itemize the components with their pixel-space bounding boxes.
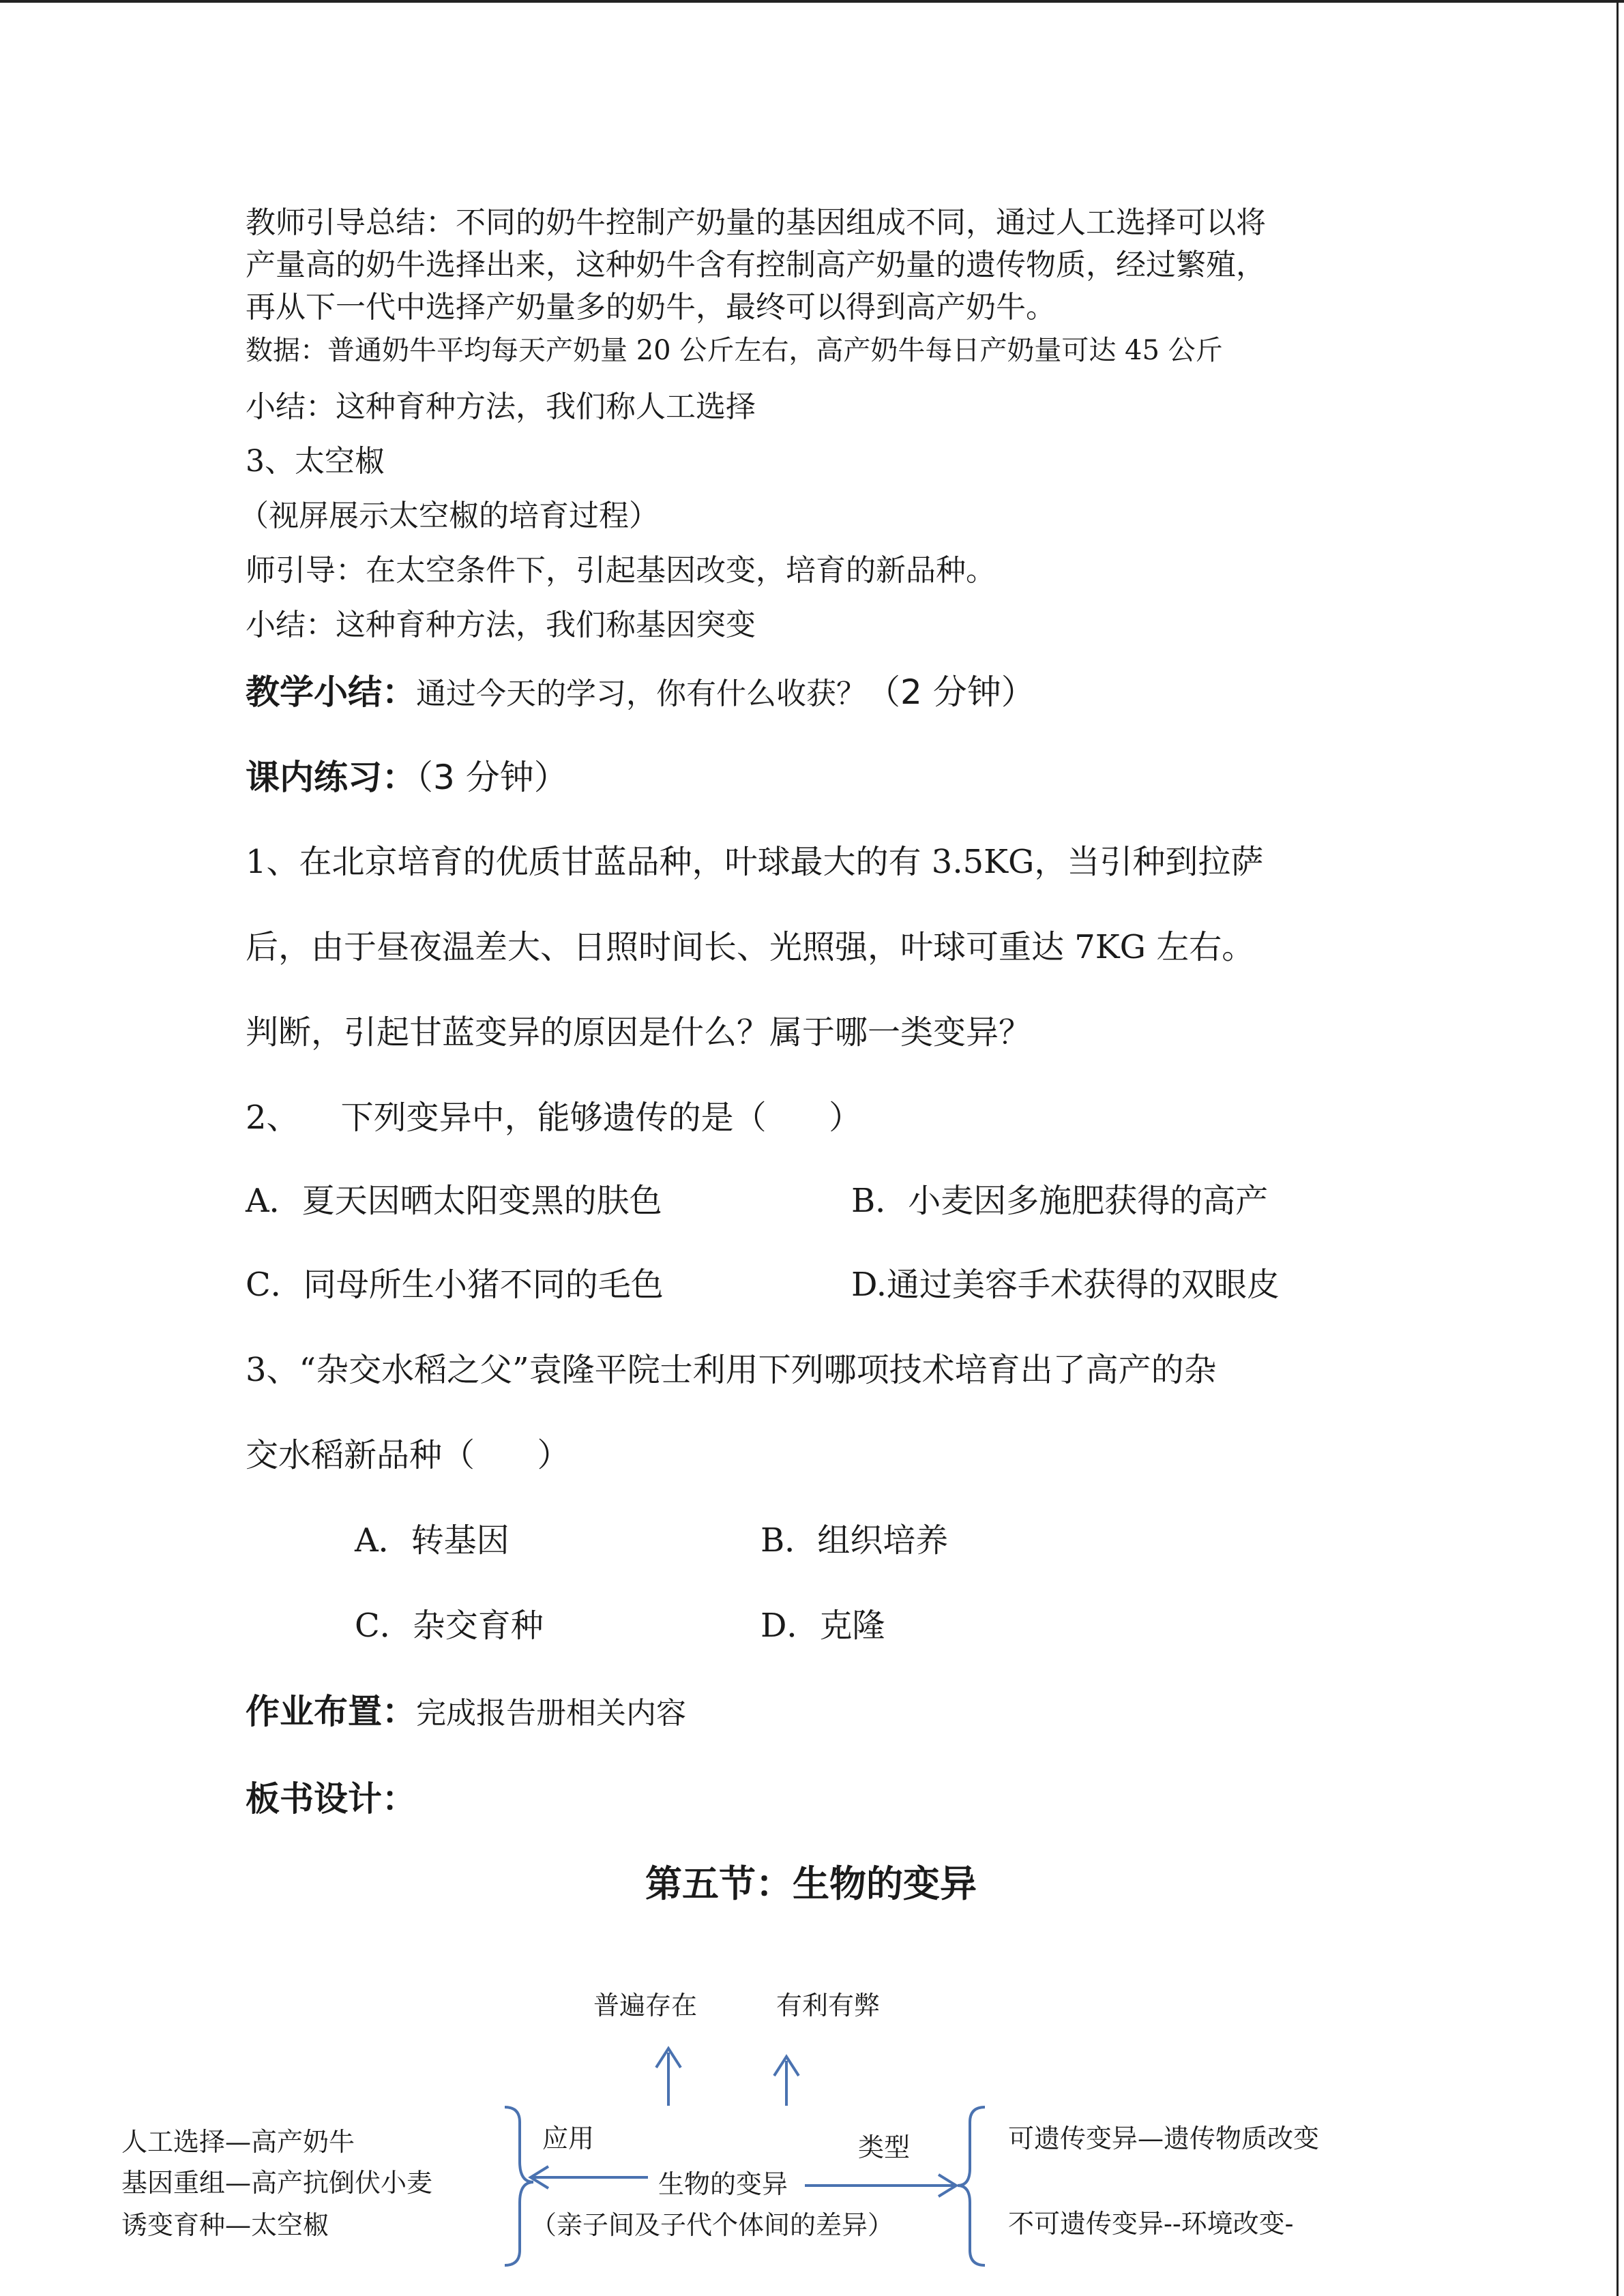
item-space-pepper: 3、太空椒 xyxy=(246,444,385,479)
board-left-item-2: 基因重组—高产抗倒伏小麦 xyxy=(121,2168,433,2198)
board-right-item-2: 不可遗传变异--环境改变- xyxy=(1008,2209,1294,2239)
homework-label: 作业布置： xyxy=(246,1692,416,1731)
question-3-option-a: A．转基因 xyxy=(355,1521,510,1560)
summary-gene-mutation: 小结：这种育种方法，我们称基因突变 xyxy=(246,608,756,642)
question-2-option-c: C．同母所生小猪不同的毛色 xyxy=(246,1266,664,1304)
question-2-option-b: B．小麦因多施肥获得的高产 xyxy=(851,1182,1269,1220)
question-2-option-a: A．夏天因晒太阳变黑的肤色 xyxy=(246,1182,662,1220)
question-3-stem-line-2: 交水稻新品种（ ） xyxy=(246,1436,570,1474)
exercise-label: 课内练习： xyxy=(246,758,416,797)
homework-text: 完成报告册相关内容 xyxy=(416,1696,686,1731)
board-title: 第五节：生物的变异 xyxy=(645,1862,977,1905)
board-right-item-1: 可遗传变异—遗传物质改变 xyxy=(1008,2123,1320,2153)
board-center: 生物的变异 xyxy=(658,2169,788,2199)
board-left-item-3: 诱变育种—太空椒 xyxy=(121,2210,329,2240)
board-center-sub: （亲子间及子代个体间的差异） xyxy=(531,2210,894,2240)
left-brace xyxy=(505,2107,533,2265)
question-3-stem-line-1: 3、“杂交水稻之父”袁隆平院士利用下列哪项技术培育出了高产的杂 xyxy=(246,1351,1217,1389)
exercise-time: （3 分钟） xyxy=(416,758,568,797)
board-top-right-label: 有利有弊 xyxy=(776,1991,881,2021)
question-1-line-2: 后，由于昼夜温差大、日照时间长、光照强，叶球可重达 7KG 左右。 xyxy=(246,928,1255,966)
board-top-left-label: 普遍存在 xyxy=(593,1991,698,2021)
teaching-summary-label: 教学小结： xyxy=(246,672,416,712)
right-brace xyxy=(958,2107,985,2265)
question-1-line-1: 1、在北京培育的优质甘蓝品种，叶球最大的有 3.5KG，当引种到拉萨 xyxy=(246,843,1264,881)
board-right-label: 类型 xyxy=(858,2132,911,2162)
question-3-option-d: D．克隆 xyxy=(761,1607,885,1645)
question-1-line-3: 判断，引起甘蓝变异的原因是什么？属于哪一类变异？ xyxy=(246,1013,1032,1052)
question-2-stem: 2、 下列变异中，能够遗传的是（ ） xyxy=(246,1099,862,1137)
board-design-label: 板书设计： xyxy=(246,1779,416,1819)
data-line: 数据：普通奶牛平均每天产奶量 20 公斤左右，高产奶牛每日产奶量可达 45 公斤 xyxy=(246,335,1223,366)
board-left-item-1: 人工选择—高产奶牛 xyxy=(121,2127,355,2157)
summary-artificial-selection: 小结：这种育种方法，我们称人工选择 xyxy=(246,389,756,424)
board-left-label: 应用 xyxy=(542,2123,595,2153)
video-note: （视屏展示太空椒的培育过程） xyxy=(239,498,659,533)
teacher-guide: 师引导：在太空条件下，引起基因改变，培育的新品种。 xyxy=(246,553,996,588)
paragraph-line-2: 产量高的奶牛选择出来，这种奶牛含有控制高产奶量的遗传物质，经过繁殖， xyxy=(246,248,1266,282)
teaching-summary-text: 通过今天的学习，你有什么收获？ xyxy=(416,676,866,711)
paragraph-line-3: 再从下一代中选择产奶量多的奶牛，最终可以得到高产奶牛。 xyxy=(246,290,1056,325)
question-3-option-b: B．组织培养 xyxy=(761,1521,949,1560)
paragraph-line-1: 教师引导总结：不同的奶牛控制产奶量的基因组成不同，通过人工选择可以将 xyxy=(246,205,1266,240)
teaching-summary-time: （2 分钟） xyxy=(866,672,1035,712)
question-2-option-d: D.通过美容手术获得的双眼皮 xyxy=(851,1266,1280,1304)
question-3-option-c: C．杂交育种 xyxy=(355,1607,544,1645)
